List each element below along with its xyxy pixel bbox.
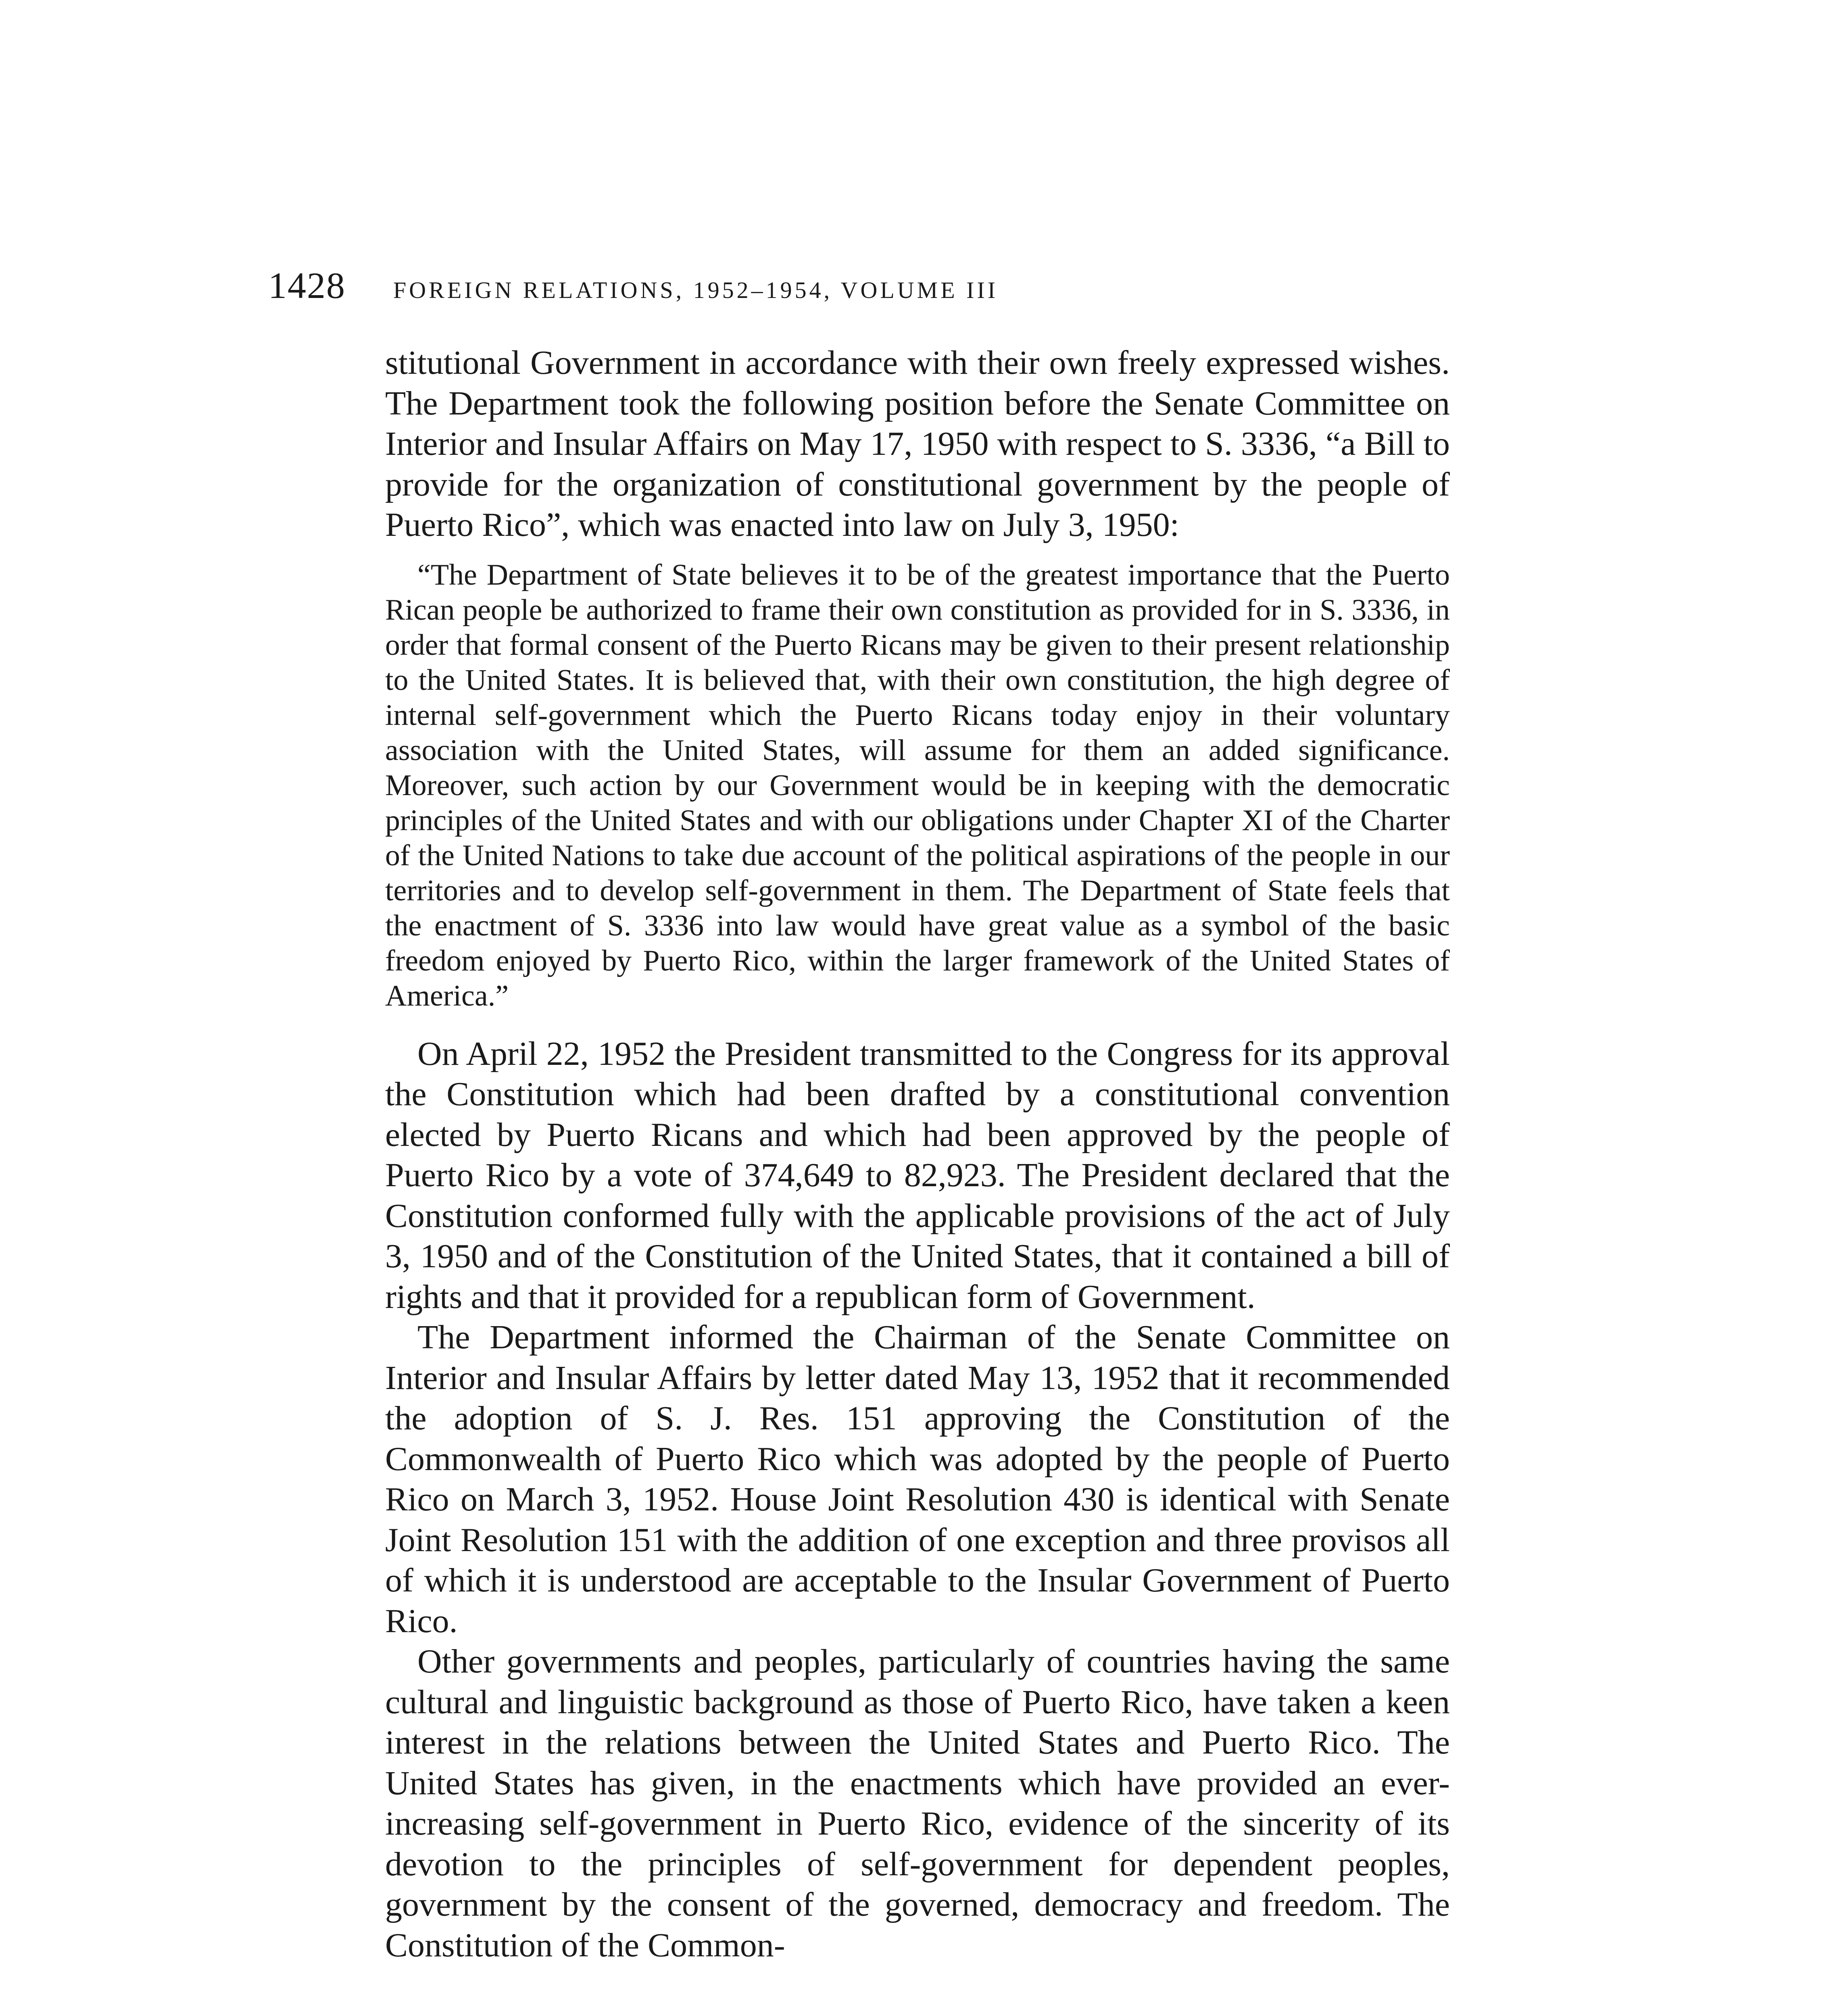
paragraph-constitution-transmitted: On April 22, 1952 the President transmitted to the Congress for its approval the Constitution which had been drafted by a constitutional convention elected by Puerto Ricans and which had been approved by the people of Puerto Rico by a vote of 374,649 to 82,923. The President declared that the Constitution conformed fully with the applicable provisions of the act of July 3, 1950 and of the Constitution of the United States, that it contained a bill of rights and that it provided for a republican form of Government.: [385, 1035, 1450, 1316]
running-title: FOREIGN RELATIONS, 1952–1954, VOLUME III: [393, 277, 999, 303]
paragraph-other-governments: Other governments and peoples, particularly of countries having the same cultural and linguistic background as those of Puerto Rico, have taken a keen interest in the relations between the United States and Puerto Rico. The United States has given, in the enactments which have provided an ever-increasing self-government in Puerto Rico, evidence of the sincerity of its devotion to the principles of self-government for dependent peoples, government by the consent of the governed, democracy and freedom. The Constitution of the Common-: [385, 1643, 1450, 1964]
page-header: [268, 264, 1446, 317]
page-number: 1428: [268, 265, 346, 306]
block-quote: “The Department of State believes it to be of the greatest importance that the Puerto Rican people be authorized to frame their own constitution as provided for in S. 3336, in order that formal consent of the Puerto Ricans may be given to their present relationship to the United States. It is believed that, with their own constitution, the high degree of internal self-government which the Puerto Ricans today enjoy in their voluntary association with the United States, will assume for them an added significance. Moreover, such action by our Government would be in keeping with the democratic principles of the United States and with our obligations under Chapter XI of the Charter of the United Nations to take due account of the political aspirations of the people in our territories and to develop self-government in them. The Department of State feels that the enactment of S. 3336 into law would have great value as a symbol of the basic freedom enjoyed by Puerto Rico, within the larger framework of the United States of America.”: [385, 558, 1450, 1012]
paragraph-department-letter: The Department informed the Chairman of the Senate Committee on Interior and Insular Affairs by letter dated May 13, 1952 that it recommended the adoption of S. J. Res. 151 approving the Constitution of the Commonwealth of Puerto Rico which was adopted by the people of Puerto Rico on March 3, 1952. House Joint Resolution 430 is identical with Senate Joint Resolution 151 with the addition of one exception and three provisos all of which it is understood are acceptable to the Insular Government of Puerto Rico.: [385, 1318, 1450, 1640]
paragraph-continuation: stitutional Government in accordance with their own freely expressed wishes. The Department took the following position before the Senate Committee on Interior and Insular Affairs on May 17, 1950 with respect to S. 3336, “a Bill to provide for the organization of constitutional government by the people of Puerto Rico”, which was enacted into law on July 3, 1950:: [385, 344, 1450, 544]
body-text: [385, 343, 1450, 1966]
